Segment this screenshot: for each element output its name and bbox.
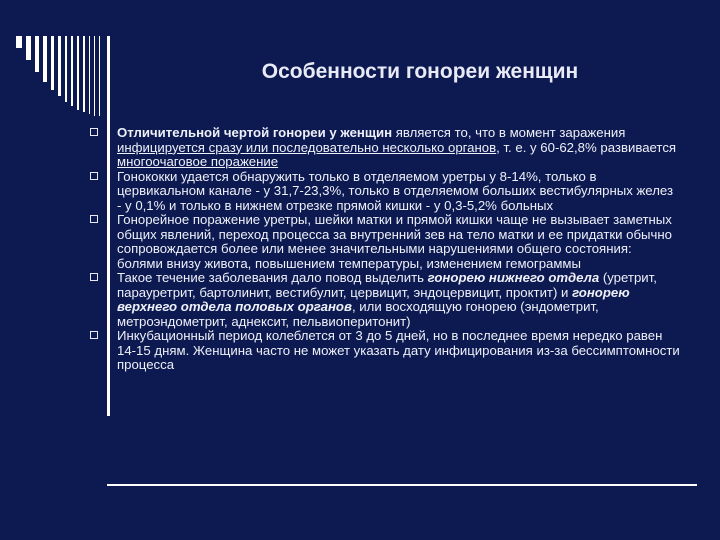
square-bullet-icon [90, 273, 98, 281]
bullet-item [90, 126, 680, 170]
bullet-text-segment: инфицируется сразу или последовательно несколько органов [117, 139, 497, 155]
bullet-text-segment: Гонорейное поражение уретры, шейки матки и прямой кишки чаще не вызывает заметных общих явлений, переход процесса за внутренний зев на тело матки и ее придатки обычно сопровождается более или менее значительными нарушениями общего состояния: болями внизу живота, повышением температуры, изменением гемограммы [117, 212, 673, 271]
square-bullet-icon [90, 331, 98, 339]
bullet-text-segment: Инкубационный период колеблется от 3 до 5 дней, но в последнее время нередко равен 14-15 дням. Женщина часто не может указать дату инфицирования из-за бессимптомности процесса [117, 328, 680, 372]
bullet-item [90, 271, 680, 329]
bullet-item [90, 170, 680, 214]
horizontal-divider [107, 484, 697, 486]
bullet-text-segment: является то, что в момент заражения [392, 125, 626, 140]
bullet-text-segment: Такое течение заболевания дало повод выделить [117, 270, 428, 285]
bullet-text-segment: , или восходящую гонорею (эндометрит, метроэндометрит, аднексит, пельвиоперитонит) [117, 299, 599, 329]
bullet-item [90, 329, 680, 373]
square-bullet-icon [90, 172, 98, 180]
square-bullet-icon [90, 128, 98, 136]
bullet-text-segment: гонорею нижнего отдела [427, 270, 600, 285]
square-bullet-icon [90, 215, 98, 223]
bullet-text-segment: многоочаговое поражение [117, 154, 279, 169]
slide-title: Особенности гонореи женщин [261, 60, 579, 83]
bullet-text-segment: гонорею верхнего отдела половых органов [117, 284, 630, 314]
bullet-text-segment: Гонококки удается обнаружить только в отделяемом уретры у 8-14%, только в цервикальном канале - у 31,7-23,3%, только в отделяемом больших вестибулярных желез - у 0,1% и только в нижнем отрезке прямой кишки - у 0,3-5,2% больных [117, 168, 673, 213]
bullet-text-segment: (уретрит, парауретрит, бартолинит, вестибулит, цервицит, эндоцервицит, проктит) и [117, 270, 657, 300]
decorative-stripes [16, 36, 136, 116]
bullet-text-segment: , т. е. у 60-62,8% развивается [496, 139, 677, 155]
bullet-list [90, 126, 680, 373]
bullet-text-segment: Отличительной чертой гонореи у женщин [117, 125, 393, 140]
bullet-item [90, 213, 680, 271]
